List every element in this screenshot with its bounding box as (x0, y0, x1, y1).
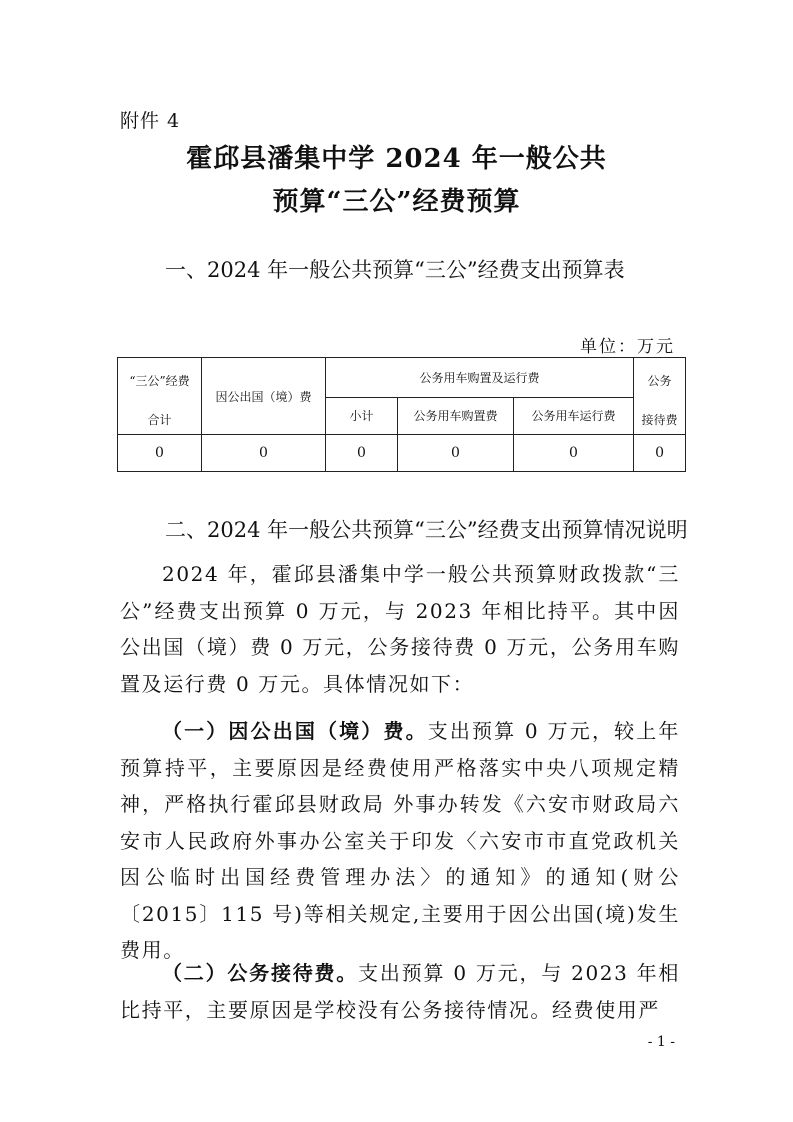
paragraph-abroad-body: 支出预算 0 万元，较上年预算持平，主要原因是经费使用严格落实中央八项规定精神，严格执行霍邱县财政局 外事办转发《六安市财政局六安市人民政府外事办公室关于印发〈六安市市直党政机关因公临时出国经费管理办法〉的通知》的通知(财公〔2015〕115 号)等相关规定,主要用于因公出国(境)发生费用。 (120, 719, 680, 962)
header-subtotal: 小计 (326, 397, 398, 435)
value-subtotal: 0 (326, 435, 398, 472)
header-reception-top: 公务 (647, 374, 672, 388)
attachment-label: 附件 4 (120, 110, 181, 132)
value-vehicle-purchase: 0 (398, 435, 514, 472)
header-vehicle-group: 公务用车购置及运行费 (326, 358, 634, 398)
paragraph-reception (120, 955, 680, 1028)
header-vehicle-purchase: 公务用车购置费 (398, 397, 514, 435)
section1-heading: 一、2024 年一般公共预算“三公”经费支出预算表 (165, 258, 625, 282)
budget-table (117, 357, 686, 472)
value-total: 0 (118, 435, 202, 472)
table-row (118, 435, 686, 472)
header-reception (634, 358, 686, 435)
section2-heading: 二、2024 年一般公共预算“三公”经费支出预算情况说明 (165, 518, 688, 542)
paragraph-abroad-lead: （一）因公出国（境）费。 (162, 719, 428, 743)
header-vehicle-operation: 公务用车运行费 (514, 397, 634, 435)
unit-label: 单位：万元 (580, 337, 675, 357)
header-total-top: “三公”经费 (129, 374, 190, 388)
header-total-bottom: 合计 (147, 413, 172, 427)
header-abroad: 因公出国（境）费 (202, 358, 326, 435)
header-reception-bottom: 接待费 (641, 413, 678, 427)
value-reception: 0 (634, 435, 686, 472)
value-vehicle-operation: 0 (514, 435, 634, 472)
paragraph-abroad (120, 713, 680, 969)
paragraph-reception-lead: （二）公务接待费。 (162, 961, 359, 985)
document-title-line2: 预算“三公”经费预算 (272, 187, 521, 217)
paragraph-reception-body: 支出预算 0 万元，与 2023 年相比持平，主要原因是学校没有公务接待情况。经费使用严 (120, 961, 680, 1022)
header-total (118, 358, 202, 435)
value-abroad: 0 (202, 435, 326, 472)
page-number: - 1 - (647, 1034, 675, 1050)
paragraph-overview: 2024 年，霍邱县潘集中学一般公共预算财政拨款“三公”经费支出预算 0 万元，与 2023 年相比持平。其中因公出国（境）费 0 万元，公务接待费 0 万元，公务用车购置及运行费 0 万元。具体情况如下： (120, 562, 680, 696)
document-title-line1: 霍邱县潘集中学 2024 年一般公共 (186, 144, 607, 174)
